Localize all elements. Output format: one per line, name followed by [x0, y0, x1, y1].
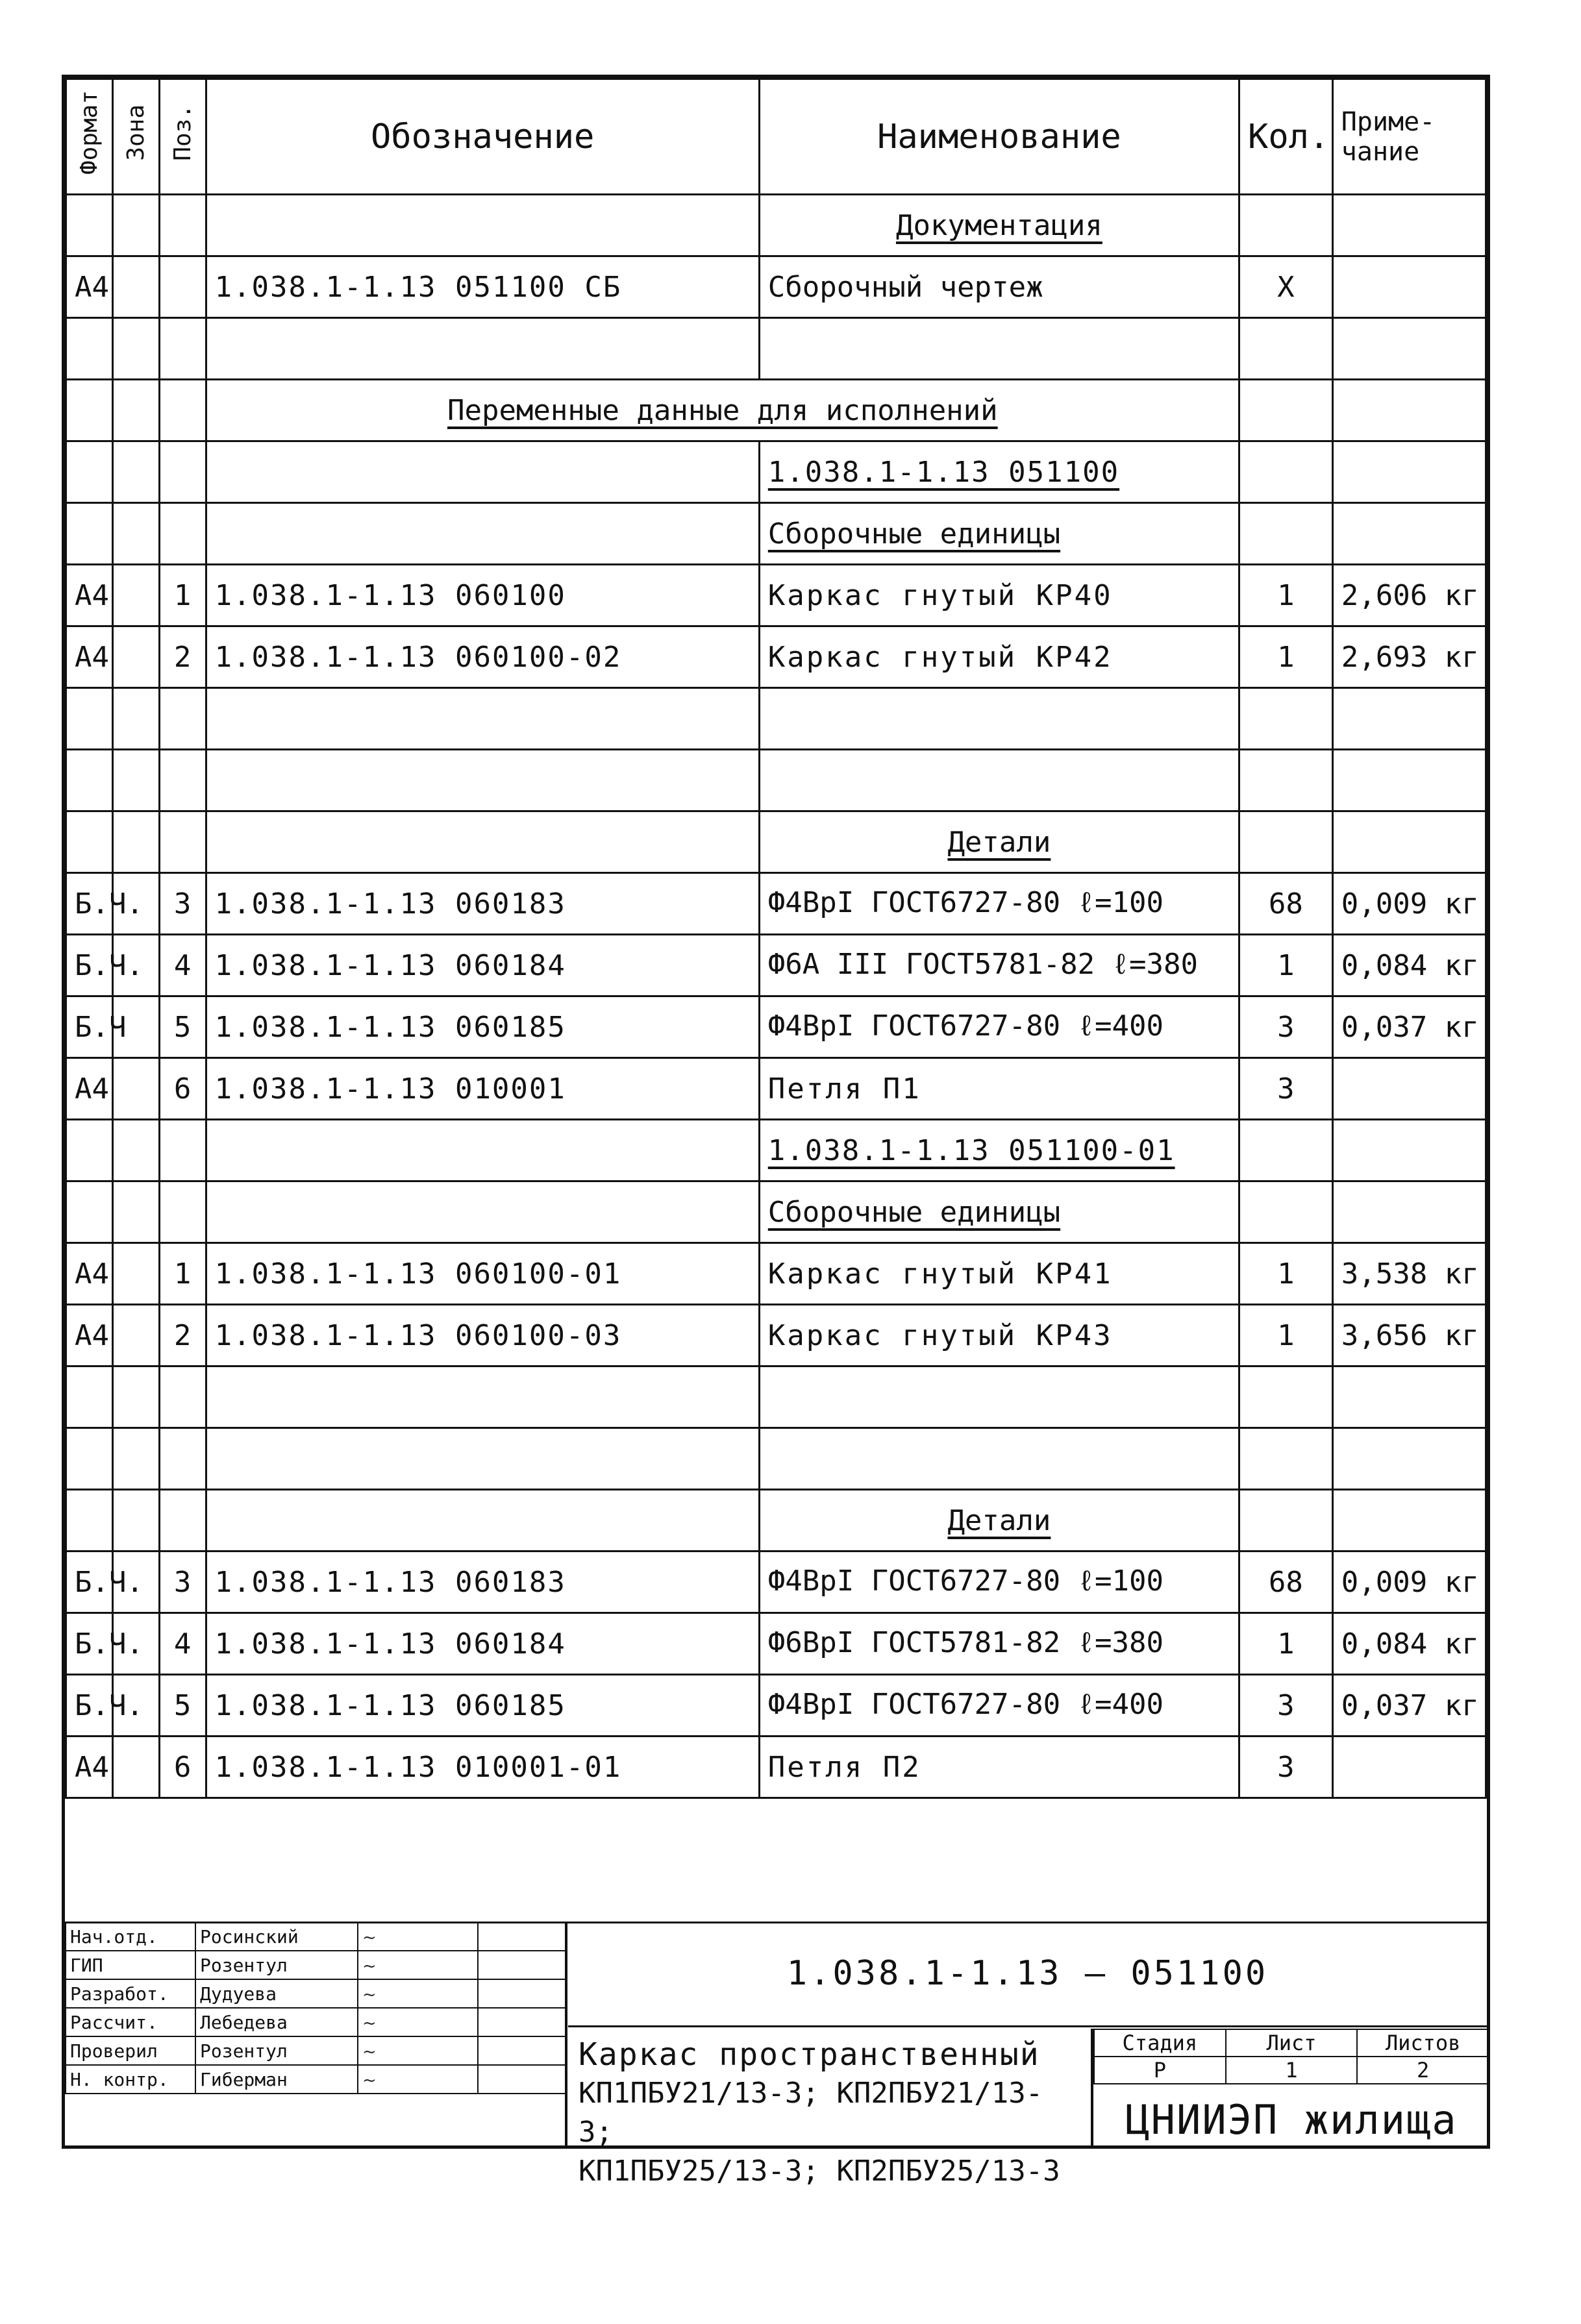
document-title: [568, 2029, 1088, 2188]
header-format: Формат: [75, 90, 103, 175]
role-label: Проверил: [66, 2036, 195, 2065]
table-row: [66, 380, 1486, 441]
role-person: Росинский: [195, 1922, 358, 1951]
table-row: Б.Ч. 4 1.038.1-1.13 060184 Ф6А III ГОСТ5781-82 ℓ=380 1 0,084 кг: [66, 935, 1486, 996]
section-documentation: Документация: [895, 208, 1102, 242]
signature-block: [65, 1922, 567, 2145]
signature-mark: ~: [358, 1922, 478, 1951]
sheets-value: 2: [1357, 2057, 1489, 2084]
title-block-spacer: [65, 1857, 1487, 1923]
signature-mark: ~: [358, 2008, 478, 2036]
header-designation: Обозначение: [206, 79, 759, 195]
table-row: А4 2 1.038.1-1.13 060100-03 Каркас гнутый КР43 1 3,656 кг: [66, 1305, 1486, 1366]
table-row: [66, 1181, 1486, 1243]
table-row: [66, 688, 1486, 750]
role-person: Розентул: [195, 2036, 358, 2065]
roles-table: [65, 1922, 566, 2094]
section-assembly-units-1: Сборочные единицы: [767, 517, 1061, 550]
table-row: Б.Ч. 4 1.038.1-1.13 060184 Ф6ВрI ГОСТ5781-82 ℓ=380 1 0,084 кг: [66, 1613, 1486, 1675]
header-row: [66, 79, 1486, 195]
table-row: [66, 441, 1486, 503]
variant1-code: 1.038.1-1.13 051100: [767, 455, 1120, 489]
role-label: Нач.отд.: [66, 1922, 195, 1951]
signature-mark: ~: [358, 1951, 478, 1979]
document-code: 1.038.1-1.13 – 051100: [568, 1922, 1487, 2027]
role-person: Гиберман: [195, 2065, 358, 2094]
section-details-1: Детали: [947, 825, 1051, 859]
role-label: Разработ.: [66, 1979, 195, 2008]
section-details-2: Детали: [947, 1503, 1051, 1537]
signature-mark: ~: [358, 2036, 478, 2065]
header-qty: Кол.: [1239, 79, 1333, 195]
role-person: Розентул: [195, 1951, 358, 1979]
header-pos: Поз.: [169, 104, 196, 161]
stage-value: Р: [1094, 2057, 1226, 2084]
role-person: Лебедева: [195, 2008, 358, 2036]
section-variable-data: Переменные данные для исполнений: [447, 393, 998, 427]
sheet-value: 1: [1226, 2057, 1358, 2084]
role-person: Дудуева: [195, 1979, 358, 2008]
table-row: [66, 256, 1486, 318]
organization-name: ЦНИИЭП жилища: [1125, 2096, 1458, 2144]
stage-sheet-block: [1091, 2029, 1489, 2145]
role-label: Рассчит.: [66, 2008, 195, 2036]
table-row: [66, 811, 1486, 873]
header-zone: Зона: [122, 104, 149, 161]
title-line-1: Каркас пространственный: [579, 2036, 1040, 2073]
title-line-3: КП1ПБУ25/13-3; КП2ПБУ25/13-3: [579, 2155, 1060, 2188]
header-name: Наименование: [759, 79, 1239, 195]
specification-table: [65, 78, 1487, 1799]
cell-name: Сборочный чертеж: [759, 256, 1239, 318]
section-assembly-units-2: Сборочные единицы: [767, 1195, 1061, 1229]
cell-format: А4: [66, 256, 113, 318]
table-row: Б.Ч. 3 1.038.1-1.13 060183 Ф4ВрI ГОСТ6727-80 ℓ=100 68 0,009 кг: [66, 1551, 1486, 1613]
table-row: [66, 195, 1486, 256]
signature-mark: ~: [358, 2065, 478, 2094]
table-row: [66, 750, 1486, 811]
variant2-code: 1.038.1-1.13 051100-01: [767, 1133, 1175, 1167]
table-row: А4 1 1.038.1-1.13 060100-01 Каркас гнутый КР41 1 3,538 кг: [66, 1243, 1486, 1305]
table-row: [66, 1490, 1486, 1551]
role-label: Н. контр.: [66, 2065, 195, 2094]
title-block: [65, 1857, 1487, 2188]
title-line-2: КП1ПБУ21/13-3; КП2ПБУ21/13-3;: [579, 2077, 1043, 2149]
table-row: А4 6 1.038.1-1.13 010001-01 Петля П2 3: [66, 1737, 1486, 1798]
sheets-label: Листов: [1357, 2029, 1489, 2057]
table-row: Б.Ч. 5 1.038.1-1.13 060185 Ф4ВрI ГОСТ6727-80 ℓ=400 3 0,037 кг: [66, 1675, 1486, 1737]
table-row: [66, 1120, 1486, 1181]
drawing-sheet: [62, 75, 1490, 2188]
table-row: Б.Ч 5 1.038.1-1.13 060185 Ф4ВрI ГОСТ6727-80 ℓ=400 3 0,037 кг: [66, 996, 1486, 1058]
table-row: [66, 503, 1486, 565]
table-row: Б.Ч. 3 1.038.1-1.13 060183 Ф4ВрI ГОСТ6727-80 ℓ=100 68 0,009 кг: [66, 873, 1486, 935]
table-row: [66, 1428, 1486, 1490]
table-row: А4 2 1.038.1-1.13 060100-02 Каркас гнутый КР42 1 2,693 кг: [66, 626, 1486, 688]
table-row: [66, 1366, 1486, 1428]
cell-qty: X: [1239, 256, 1333, 318]
signature-mark: ~: [358, 1979, 478, 2008]
header-note: Приме- чание: [1332, 79, 1486, 195]
stage-label: Стадия: [1094, 2029, 1226, 2057]
table-row: А4 6 1.038.1-1.13 010001 Петля П1 3: [66, 1058, 1486, 1120]
table-row: [66, 318, 1486, 380]
role-label: ГИП: [66, 1951, 195, 1979]
table-row: А4 1 1.038.1-1.13 060100 Каркас гнутый КР40 1 2,606 кг: [66, 565, 1486, 626]
sheet-label: Лист: [1226, 2029, 1358, 2057]
cell-designation: 1.038.1-1.13 051100 СБ: [206, 256, 759, 318]
